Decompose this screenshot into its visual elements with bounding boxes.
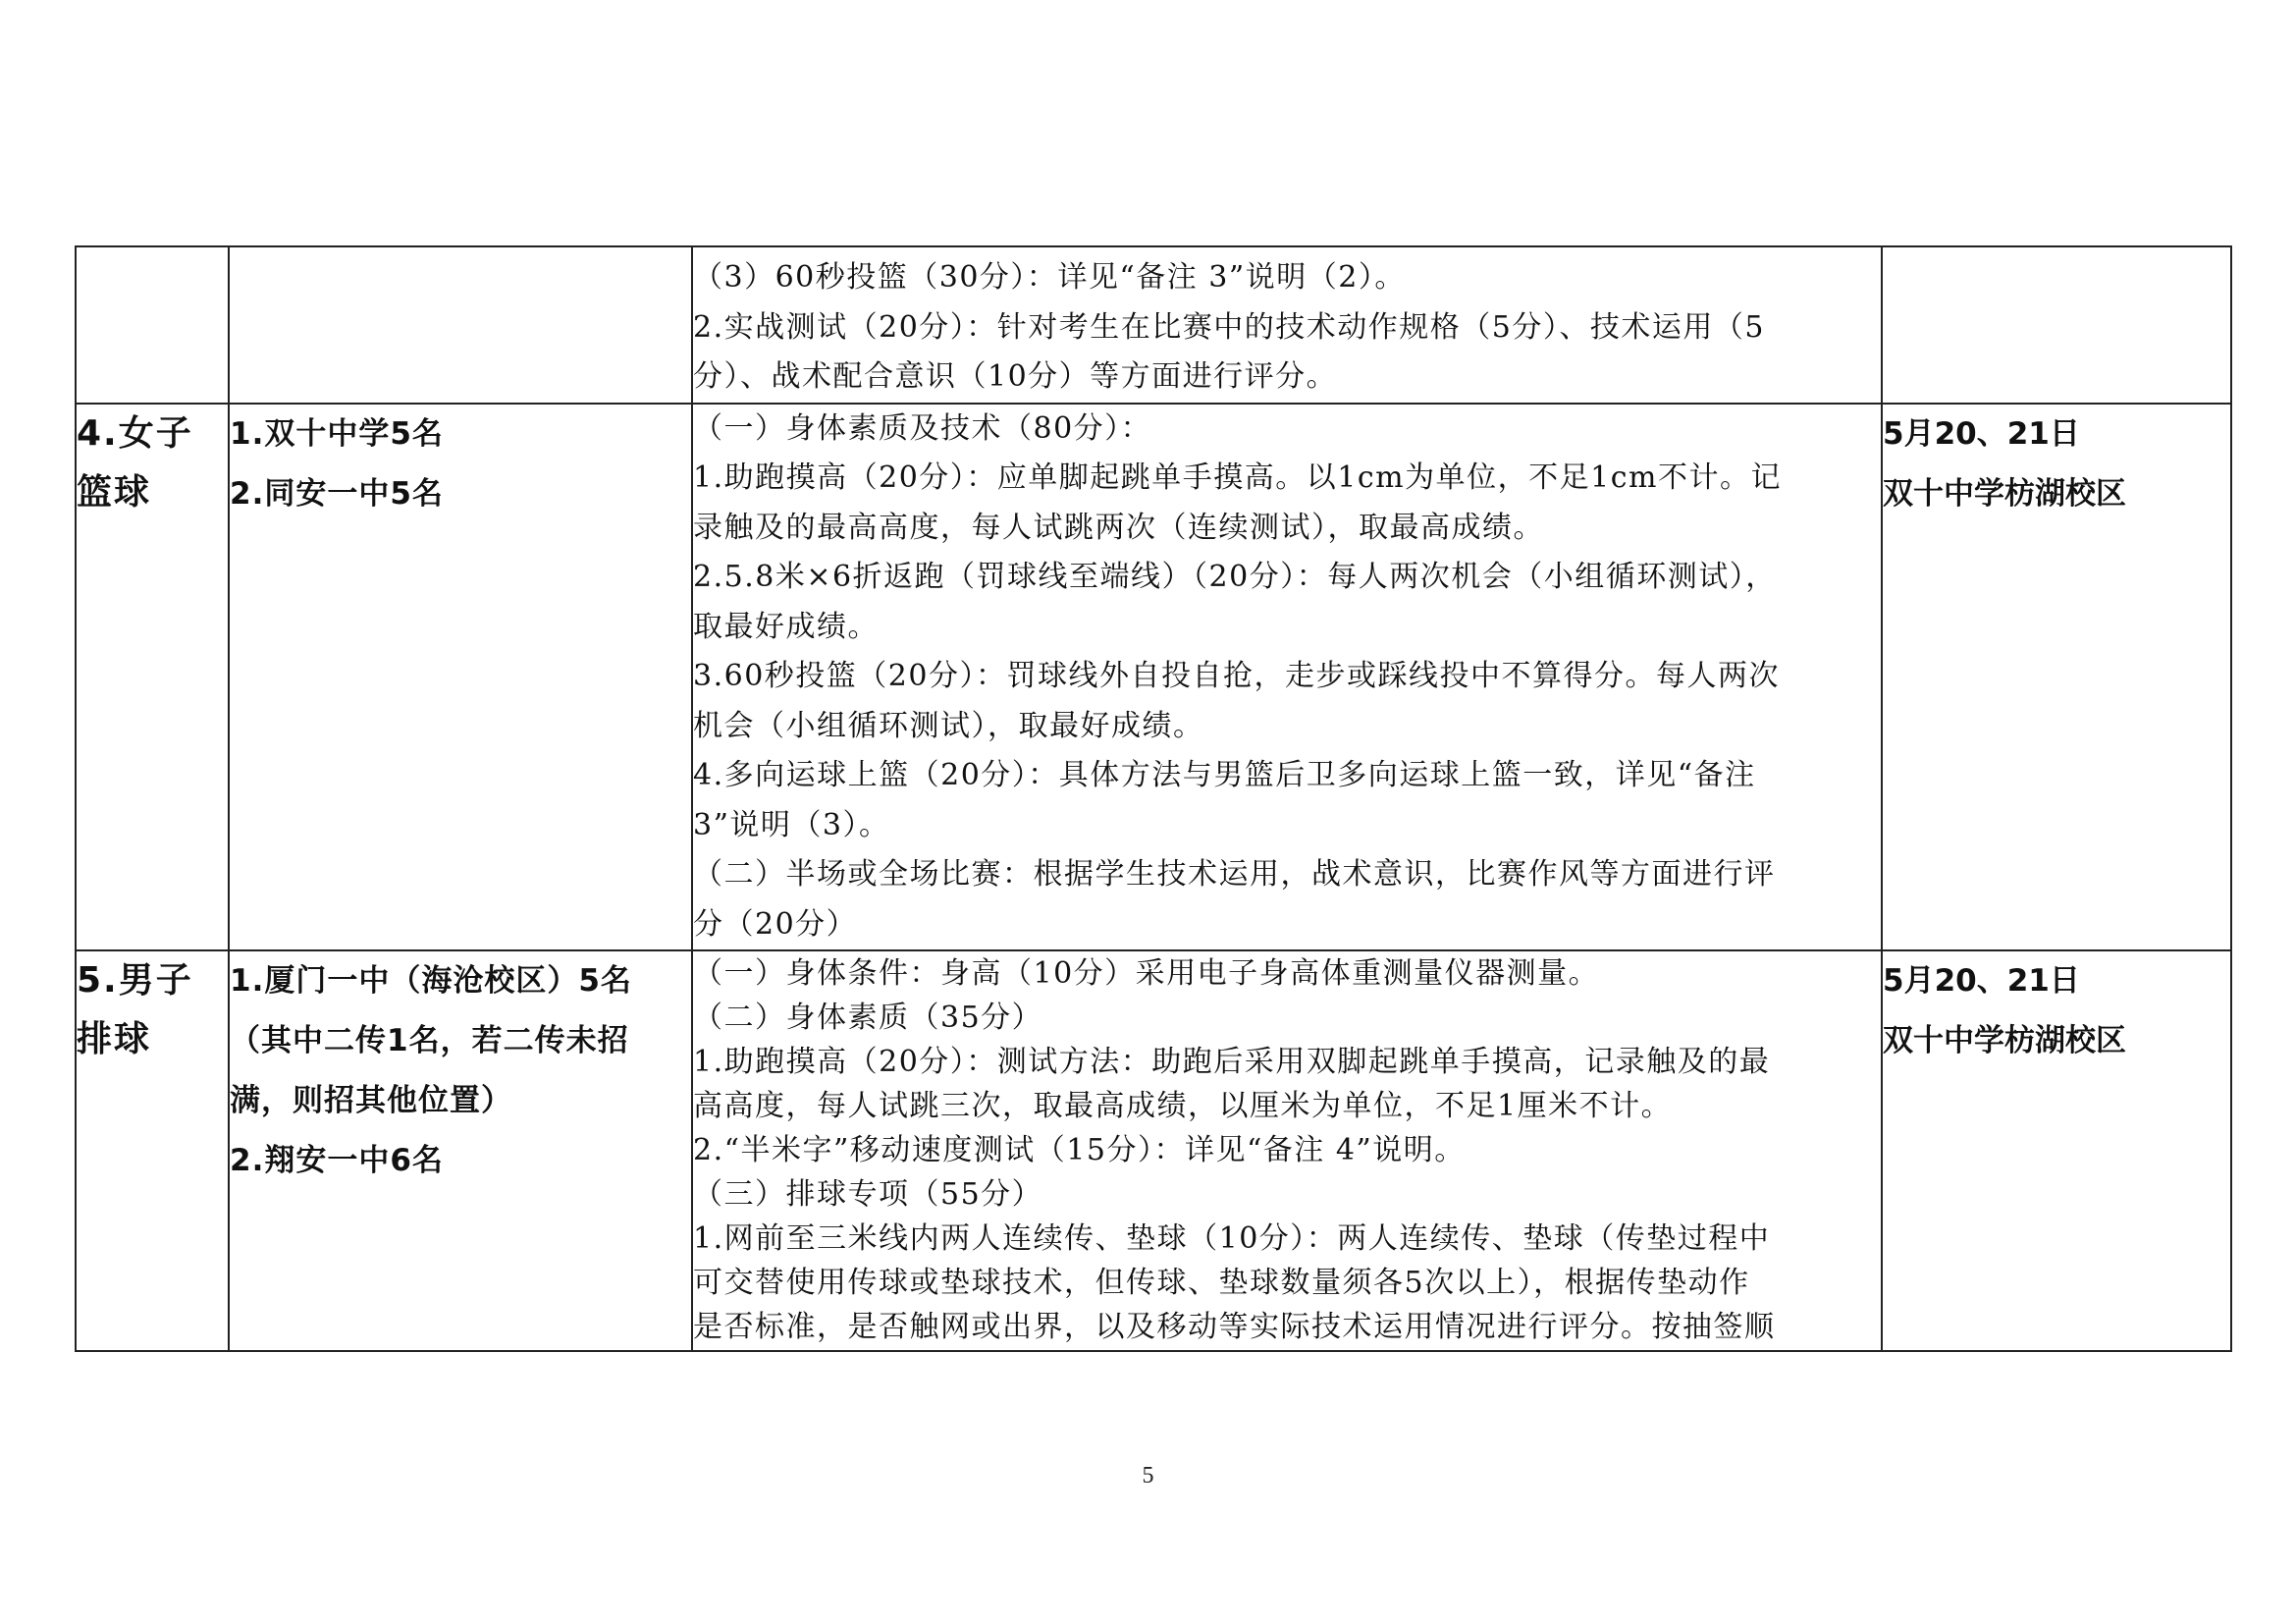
table-row <box>76 246 2231 404</box>
table-row <box>76 404 2231 951</box>
page-number: 5 <box>1142 1463 1154 1489</box>
table-row <box>76 950 2231 1351</box>
detail-line: 3”说明（3）。 <box>693 807 890 842</box>
detail-line: 3.60秒投篮（20分）：罚球线外自投自抢，走步或踩线投中不算得分。每人两次 <box>693 659 1780 693</box>
detail-line: 分（20分） <box>693 906 858 942</box>
detail-line: （三）排球专项（55分） <box>693 1177 1043 1212</box>
sport-cell <box>76 246 229 404</box>
detail-line: （3）60秒投篮（30分）：详见“备注 3”说明（2）。 <box>693 260 1406 295</box>
schedule-cell <box>1882 950 2231 1351</box>
detail-line: （二）身体素质（35分） <box>693 1001 1043 1035</box>
detail-line: 2.实战测试（20分）：针对考生在比赛中的技术动作规格（5分）、技术运用（5 <box>693 309 1765 345</box>
sport-cell <box>76 950 229 1351</box>
detail-line: （一）身体素质及技术（80分）： <box>693 410 1152 446</box>
detail-line: 1.助跑摸高（20分）：应单脚起跳单手摸高。以1cm为单位，不足1cm不计。记 <box>693 460 1782 495</box>
sport-name-line: 5.男子 <box>77 960 193 1001</box>
detail-line: 分）、战术配合意识（10分）等方面进行评分。 <box>693 359 1338 394</box>
quota-line: 1.厦门一中（海沧校区）5名 <box>230 963 632 999</box>
sport-cell <box>76 404 229 951</box>
schedule-venue: 双十中学枋湖校区 <box>1883 475 2126 512</box>
schedule-venue: 双十中学枋湖校区 <box>1883 1023 2126 1058</box>
quota-cell <box>229 246 692 404</box>
quota-cell <box>229 404 692 951</box>
test-details-cell <box>692 950 1882 1351</box>
detail-line: 4.多向运球上篮（20分）：具体方法与男篮后卫多向运球上篮一致，详见“备注 <box>693 758 1756 792</box>
sport-name-line: 排球 <box>77 1019 152 1059</box>
test-details-cell <box>692 404 1882 951</box>
detail-line: 可交替使用传球或垫球技术，但传球、垫球数量须各5次以上），根据传垫动作 <box>693 1266 1750 1300</box>
quota-line: 2.同安一中5名 <box>230 475 444 512</box>
detail-line: 1.助跑摸高（20分）：测试方法：助跑后采用双脚起跳单手摸高，记录触及的最 <box>693 1045 1771 1079</box>
quota-line: 2.翔安一中6名 <box>230 1143 444 1178</box>
detail-line: 1.网前至三米线内两人连续传、垫球（10分）：两人连续传、垫球（传垫过程中 <box>693 1221 1771 1256</box>
detail-line: （一）身体条件：身高（10分）采用电子身高体重测量仪器测量。 <box>693 956 1600 991</box>
quota-line: （其中二传1名，若二传未招 <box>230 1023 629 1058</box>
quota-line: 满，则招其他位置） <box>230 1083 512 1118</box>
detail-line: （二）半场或全场比赛：根据学生技术运用，战术意识，比赛作风等方面进行评 <box>693 857 1776 892</box>
detail-line: 录触及的最高高度，每人试跳两次（连续测试），取最高成绩。 <box>693 510 1544 545</box>
test-details-cell <box>692 246 1882 404</box>
sport-name-line: 篮球 <box>77 471 152 513</box>
detail-line: 机会（小组循环测试），取最好成绩。 <box>693 708 1204 743</box>
detail-line: 2.5.8米×6折返跑（罚球线至端线）（20分）：每人两次机会（小组循环测试）， <box>693 560 1777 594</box>
quota-cell <box>229 950 692 1351</box>
quota-line: 1.双十中学5名 <box>230 415 444 452</box>
schedule-cell <box>1882 246 2231 404</box>
schedule-date: 5月20、21日 <box>1883 963 2080 999</box>
detail-line: 取最好成绩。 <box>693 609 879 644</box>
schedule-cell <box>1882 404 2231 951</box>
detail-line: 是否标准，是否触网或出界，以及移动等实际技术运用情况进行评分。按抽签顺 <box>693 1310 1776 1344</box>
admission-table <box>75 245 2232 1352</box>
schedule-date: 5月20、21日 <box>1883 415 2080 452</box>
detail-line: 2.“半米字”移动速度测试（15分）：详见“备注 4”说明。 <box>693 1133 1466 1167</box>
detail-line: 高高度，每人试跳三次，取最高成绩，以厘米为单位，不足1厘米不计。 <box>693 1089 1673 1123</box>
sport-name-line: 4.女子 <box>77 412 193 454</box>
